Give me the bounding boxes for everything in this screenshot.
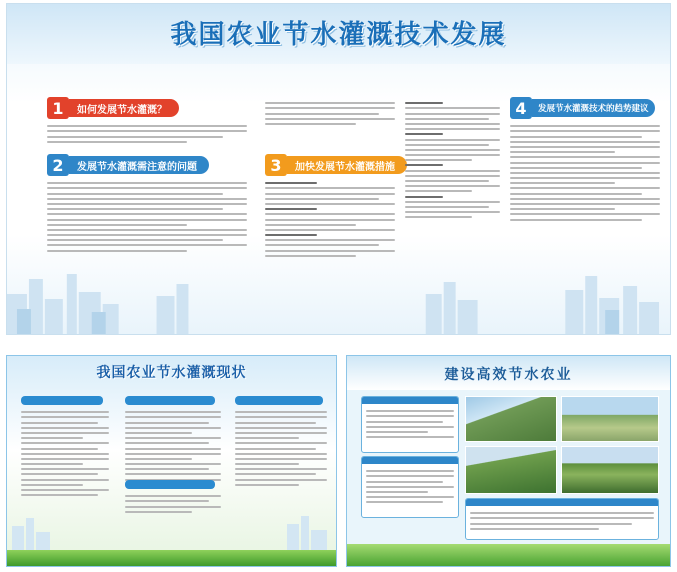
section-4-text — [510, 122, 660, 224]
br-card-3 — [465, 498, 659, 540]
bl-grass-strip — [7, 550, 336, 566]
br-card-3-caption — [466, 499, 658, 506]
br-card-1 — [361, 396, 459, 453]
section-3-header — [265, 154, 407, 176]
section-4-header — [510, 97, 655, 119]
bl-skyline-illustration — [7, 514, 337, 554]
section-1-text — [47, 122, 247, 146]
top-poster — [6, 3, 671, 335]
section-3-number: 3 — [265, 154, 287, 176]
bottom-left-poster — [6, 355, 337, 567]
column-3-text — [405, 99, 500, 222]
section-3-text — [265, 179, 395, 260]
br-card-2-caption — [362, 457, 458, 464]
city-skyline-illustration — [7, 264, 670, 334]
br-grass-strip — [347, 544, 670, 566]
br-card-1-text — [366, 407, 454, 441]
bl-column-3-text — [235, 408, 327, 489]
section-2-header — [47, 154, 209, 176]
photo-farmland-channel — [561, 446, 659, 494]
section-3-heading: 加快发展节水灌溉措施 — [287, 156, 407, 174]
section-4-number: 4 — [510, 97, 532, 119]
bl-column-2-subheading — [125, 480, 215, 489]
section-2-text — [47, 179, 247, 255]
column-2-top-text — [265, 99, 395, 128]
top-poster-title: 我国农业节水灌溉技术发展 — [170, 20, 507, 50]
bl-column-1-heading — [21, 396, 103, 405]
br-card-1-caption — [362, 397, 458, 404]
bl-column-3-heading — [235, 396, 323, 405]
bl-column-2-heading — [125, 396, 215, 405]
br-card-3-text — [470, 509, 654, 533]
section-1-heading: 如何发展节水灌溉？ — [69, 99, 179, 117]
bl-column-2-subtext — [125, 492, 221, 516]
section-2-heading: 发展节水灌溉需注意的问题 — [69, 156, 209, 174]
section-2-number: 2 — [47, 154, 69, 176]
bl-column-2-text — [125, 408, 221, 489]
section-1-header — [47, 97, 179, 119]
photo-drip-irrigation — [465, 446, 557, 494]
photo-sprinkler-field — [561, 396, 659, 442]
photo-irrigated-field — [465, 396, 557, 442]
bl-column-1-text — [21, 408, 109, 499]
bottom-left-title: 我国农业节水灌溉现状 — [96, 365, 247, 381]
bottom-right-poster — [346, 355, 671, 567]
section-1-number: 1 — [47, 97, 69, 119]
section-4-heading: 发展节水灌溉技术的趋势建议 — [532, 99, 655, 117]
br-card-2 — [361, 456, 459, 518]
br-card-2-text — [366, 467, 454, 507]
bottom-right-title: 建设高效节水农业 — [444, 367, 573, 383]
